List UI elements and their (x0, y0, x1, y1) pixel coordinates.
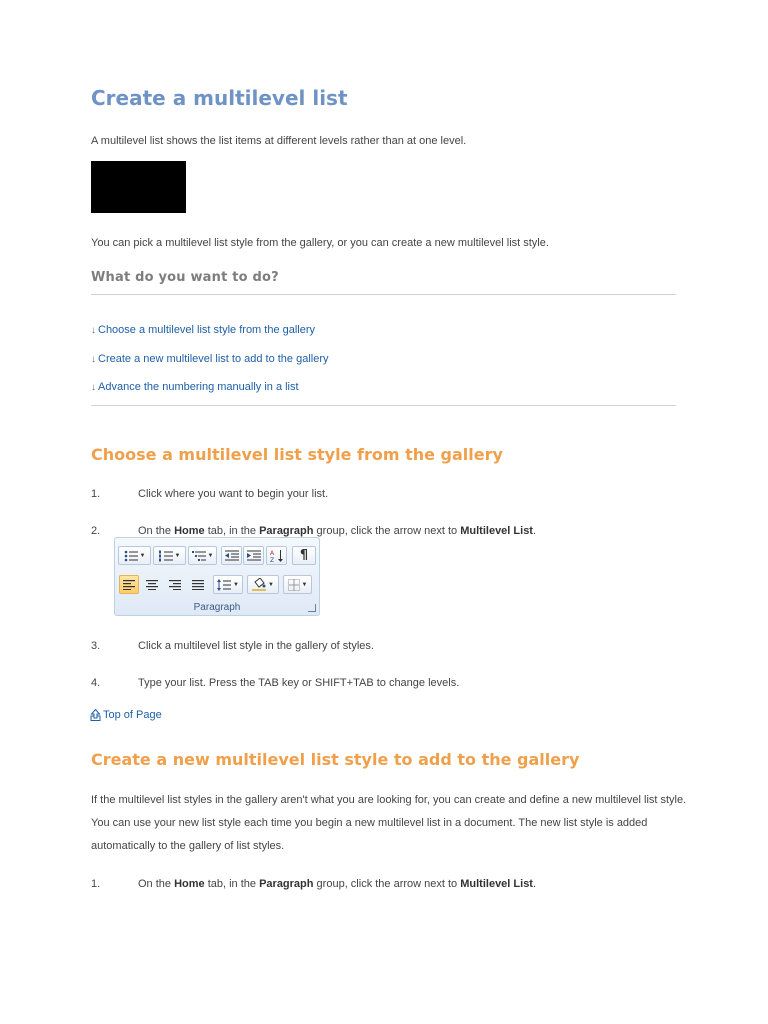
toc-link-label: Create a new multilevel list to add to the gallery (98, 353, 329, 365)
multilevel-list-button[interactable]: ▼ (188, 546, 217, 565)
toc-link-create-new[interactable] (91, 353, 329, 365)
toc-link-label: Choose a multilevel list style from the gallery (98, 324, 316, 336)
ribbon-group-label: Paragraph (193, 602, 241, 613)
down-arrow-icon: ↓ (91, 325, 96, 336)
decrease-indent-button[interactable] (221, 546, 242, 565)
step-text: On the Home tab, in the Paragraph group, click the arrow next to Multilevel List. (138, 525, 537, 537)
down-arrow-icon: ↓ (91, 382, 96, 393)
toc-link-choose-style[interactable] (91, 324, 315, 336)
step-number: 1. (91, 878, 101, 890)
what-do-you-want-heading: What do you want to do? (91, 270, 279, 285)
step-number: 2. (91, 525, 101, 537)
align-center-icon (146, 580, 158, 590)
example-image (91, 161, 186, 213)
borders-icon (288, 579, 300, 591)
pick-style-text: You can pick a multilevel list style from the gallery, or you can create a new multilevel list style. (91, 237, 549, 249)
up-arrow-icon (90, 709, 101, 721)
sort-icon (270, 549, 284, 563)
toc-link-advance-numbering[interactable] (91, 381, 299, 393)
align-left-icon (123, 580, 135, 590)
paint-bucket-icon (252, 578, 266, 591)
paragraph-ribbon-group (114, 537, 320, 616)
svg-text:Z: Z (269, 556, 274, 563)
page-title: Create a multilevel list (91, 86, 348, 110)
bullets-icon (124, 550, 138, 562)
svg-text:A: A (269, 549, 274, 557)
increase-indent-button[interactable] (243, 546, 264, 565)
step-text: Click where you want to begin your list. (138, 488, 329, 500)
show-hide-marks-button[interactable] (292, 546, 316, 565)
step-number: 3. (91, 640, 101, 652)
toc-link-label: Advance the numbering manually in a list (98, 381, 299, 393)
numbering-icon (159, 550, 173, 562)
sort-button[interactable] (266, 546, 287, 565)
align-left-button[interactable] (119, 575, 139, 594)
line-spacing-button[interactable]: ▼ (213, 575, 243, 594)
justify-icon (192, 580, 204, 590)
bullets-button[interactable]: ▼ (118, 546, 151, 565)
align-right-button[interactable] (165, 575, 185, 594)
center-button[interactable] (142, 575, 162, 594)
step-text: Click a multilevel list style in the gallery of styles. (138, 640, 374, 652)
line-spacing-icon (217, 579, 231, 591)
multilevel-list-icon (192, 550, 206, 562)
step-text: Type your list. Press the TAB key or SHIFT+TAB to change levels. (138, 677, 460, 689)
justify-button[interactable] (188, 575, 208, 594)
align-right-icon (169, 580, 181, 590)
dialog-launcher-icon[interactable] (308, 604, 316, 612)
section-heading-create-new: Create a new multilevel list style to add to the gallery (91, 750, 580, 769)
step-number: 4. (91, 677, 101, 689)
increase-indent-icon (247, 550, 261, 562)
top-of-page-label: Top of Page (103, 709, 162, 721)
divider (91, 294, 676, 295)
divider (91, 405, 676, 406)
section-heading-choose-style: Choose a multilevel list style from the gallery (91, 445, 503, 464)
numbering-button[interactable]: ▼ (153, 546, 186, 565)
section-paragraph: If the multilevel list styles in the gallery aren't what you are looking for, you can create and define a new multilevel list style. You can use your new list style each time you begin a new multilevel list in a document. The new list style is added automatically to the gallery of list styles. (91, 794, 687, 852)
borders-button[interactable]: ▼ (283, 575, 312, 594)
down-arrow-icon: ↓ (91, 354, 96, 365)
step-number: 1. (91, 488, 101, 500)
shading-button[interactable]: ▼ (247, 575, 279, 594)
decrease-indent-icon (225, 550, 239, 562)
top-of-page-link[interactable] (90, 709, 162, 721)
pilcrow-icon: ¶ (299, 548, 309, 563)
step-text: On the Home tab, in the Paragraph group, click the arrow next to Multilevel List. (138, 878, 537, 890)
intro-text: A multilevel list shows the list items at different levels rather than at one level. (91, 135, 467, 147)
